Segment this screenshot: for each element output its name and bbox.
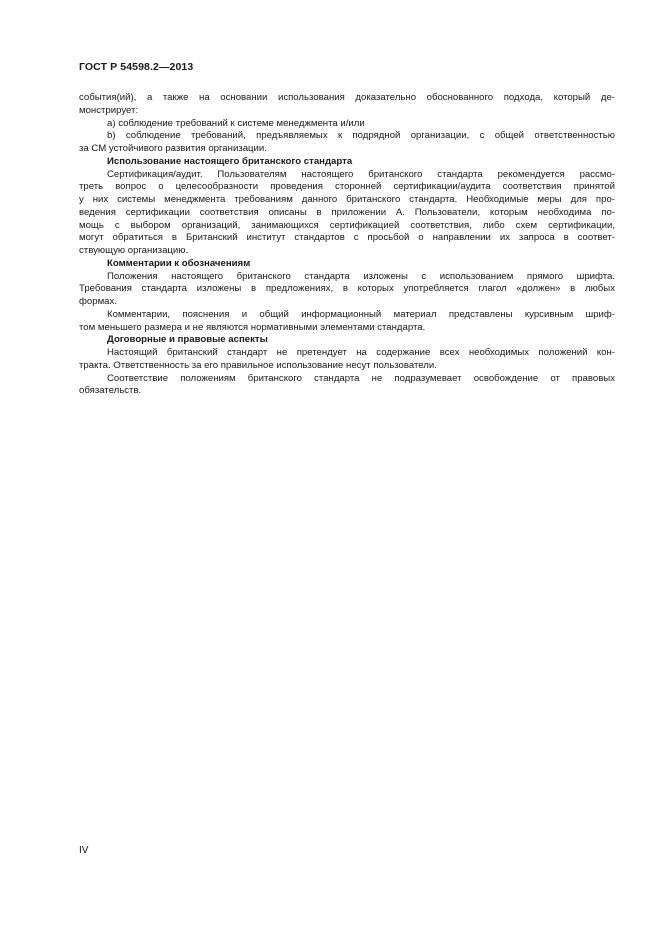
- document-body: [79, 92, 615, 398]
- text-line: Требования стандарта изложены в предложениях, в которых употребляется глагол «должен» в любых: [79, 283, 615, 295]
- text-line: Настоящий британский стандарт не претендует на содержание всех необходимых положений кон-: [107, 347, 615, 358]
- page-number: IV: [79, 845, 89, 856]
- heading-text: Использование настоящего британского стандарта: [107, 155, 353, 167]
- text-line: монстрирует:: [79, 104, 139, 116]
- notation-paragraph-1: [79, 271, 615, 309]
- legal-paragraph-2: [79, 373, 615, 399]
- heading-text: Договорные и правовые аспекты: [107, 334, 268, 346]
- text-line: ведения сертификации соответствия описаны в приложении А. Пользователи, которым необходима по-: [79, 206, 615, 218]
- text-line: события(ий), а также на основании использования доказательно обоснованного подхода, который де-: [79, 92, 615, 103]
- text-line: том меньшего размера и не являются нормативными элементами стандарта.: [79, 321, 426, 333]
- list-item-a: [79, 118, 615, 131]
- legal-paragraph-1: [79, 347, 615, 373]
- text-line: Сертификация/аудит. Пользователям настоящего британского стандарта рекомендуется рассмо-: [107, 168, 615, 180]
- list-item-b: [79, 130, 615, 156]
- text-line: у них системы менеджмента требованиям данного британского стандарта. Необходимые меры для про-: [79, 194, 615, 205]
- text-line: обязательств.: [79, 385, 142, 397]
- section-heading-usage: [79, 156, 615, 169]
- page-header: ГОСТ Р 54598.2—2013: [79, 61, 194, 73]
- text-line: Соответствие положениям британского стандарта не подразумевает освобождение от правовых: [107, 372, 615, 384]
- text-line: треть вопрос о целесообразности проведения сторонней сертификации/аудита соответствия принятой: [79, 181, 615, 193]
- section-heading-legal: [79, 334, 615, 347]
- text-line: Комментарии, пояснения и общий информационный материал представлены курсивным шриф-: [107, 308, 615, 320]
- text-line: формах.: [79, 296, 117, 307]
- usage-paragraph: [79, 169, 615, 258]
- heading-text: Комментарии к обозначениям: [107, 257, 251, 269]
- text-line: ствующую организацию.: [79, 245, 189, 256]
- notation-paragraph-2: [79, 309, 615, 335]
- text-line: тракта. Ответственность за его правильное использование несут пользователи.: [79, 359, 437, 371]
- intro-paragraph: [79, 92, 615, 118]
- text-line: мощь с выбором организаций, занимающихся сертификацией соответствия, либо схем сертификации,: [79, 219, 615, 231]
- text-line: могут обратиться в Британский институт стандартов с просьбой о направлении их запроса в соответ-: [79, 232, 615, 244]
- text-line: за СМ устойчивого развития организации.: [79, 143, 267, 154]
- text-line: b) соблюдение требований, предъявляемых к подрядной организации, с общей ответственностью: [107, 130, 615, 142]
- text-line: а) соблюдение требований к системе менеджмента и/или: [107, 117, 365, 129]
- text-line: Положения настоящего британского стандарта изложены с использованием прямого шрифта.: [107, 270, 615, 282]
- section-heading-notation: [79, 258, 615, 271]
